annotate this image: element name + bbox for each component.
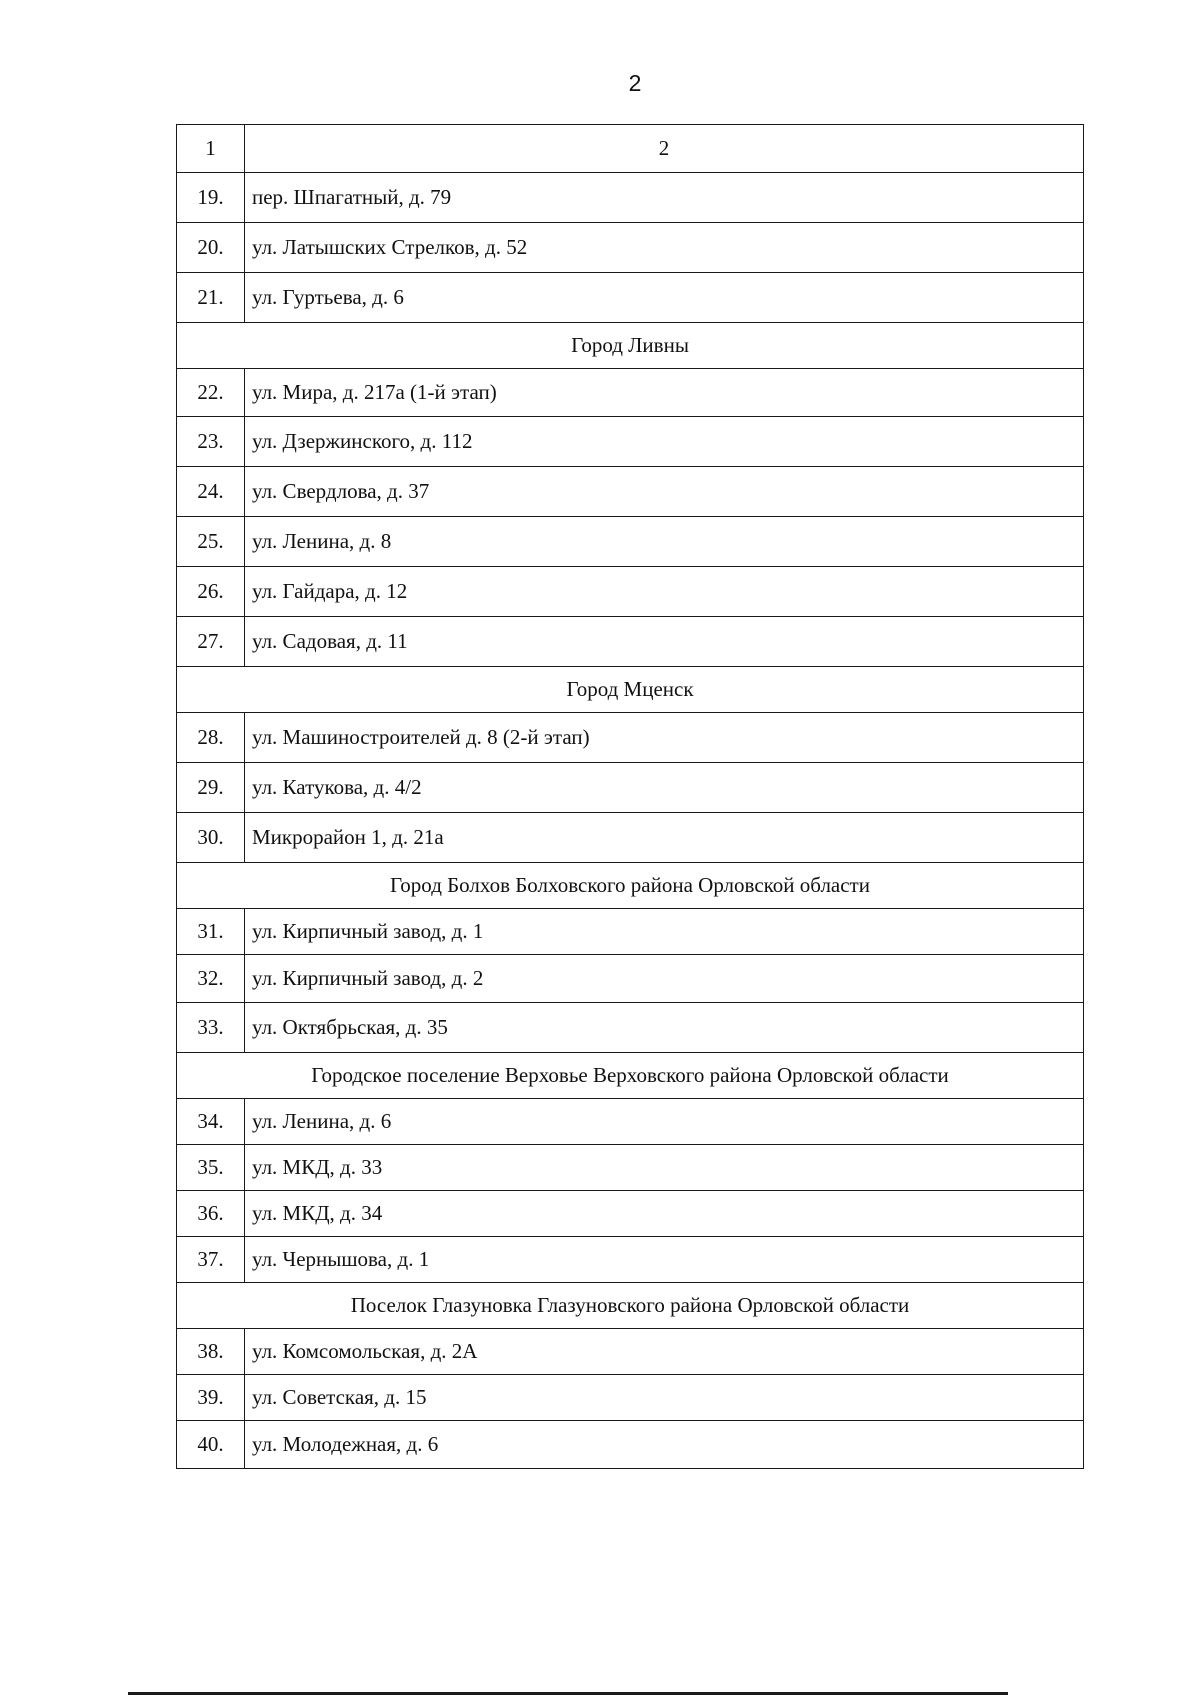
section-row — [177, 1283, 1084, 1329]
row-number: 37. — [177, 1237, 245, 1283]
row-address: ул. Катукова, д. 4/2 — [245, 763, 1084, 813]
row-number: 22. — [177, 369, 245, 417]
row-number: 29. — [177, 763, 245, 813]
row-address: ул. Советская, д. 15 — [245, 1375, 1084, 1421]
row-number: 20. — [177, 223, 245, 273]
row-number: 39. — [177, 1375, 245, 1421]
table-row — [177, 813, 1084, 863]
table-header-row — [177, 125, 1084, 173]
table-row — [177, 955, 1084, 1003]
row-address: ул. Ленина, д. 6 — [245, 1099, 1084, 1145]
row-address: ул. Кирпичный завод, д. 2 — [245, 955, 1084, 1003]
row-number: 21. — [177, 273, 245, 323]
table-row — [177, 1237, 1084, 1283]
row-address: ул. Комсомольская, д. 2А — [245, 1329, 1084, 1375]
section-title: Город Болхов Болховского района Орловской области — [177, 863, 1084, 909]
row-address: ул. Латышских Стрелков, д. 52 — [245, 223, 1084, 273]
table-row — [177, 173, 1084, 223]
row-address: ул. Ленина, д. 8 — [245, 517, 1084, 567]
row-address: ул. Машиностроителей д. 8 (2-й этап) — [245, 713, 1084, 763]
row-number: 32. — [177, 955, 245, 1003]
column-header-1: 1 — [177, 125, 245, 173]
section-row — [177, 323, 1084, 369]
table-row — [177, 1145, 1084, 1191]
row-address: ул. Свердлова, д. 37 — [245, 467, 1084, 517]
table-row — [177, 1329, 1084, 1375]
section-row — [177, 1053, 1084, 1099]
row-address: ул. Дзержинского, д. 112 — [245, 417, 1084, 467]
column-header-2: 2 — [245, 125, 1084, 173]
row-number: 26. — [177, 567, 245, 617]
row-address: пер. Шпагатный, д. 79 — [245, 173, 1084, 223]
row-number: 36. — [177, 1191, 245, 1237]
table-row — [177, 369, 1084, 417]
row-address: ул. Мира, д. 217а (1-й этап) — [245, 369, 1084, 417]
row-address: ул. МКД, д. 34 — [245, 1191, 1084, 1237]
section-title: Городское поселение Верховье Верховского района Орловской области — [177, 1053, 1084, 1099]
table-row — [177, 1099, 1084, 1145]
row-address: ул. Гуртьева, д. 6 — [245, 273, 1084, 323]
table-row — [177, 617, 1084, 667]
section-title: Город Ливны — [177, 323, 1084, 369]
section-row — [177, 667, 1084, 713]
section-row — [177, 863, 1084, 909]
table-row — [177, 467, 1084, 517]
row-number: 25. — [177, 517, 245, 567]
row-address: Микрорайон 1, д. 21а — [245, 813, 1084, 863]
address-table — [176, 124, 1084, 1469]
table-row — [177, 273, 1084, 323]
table-row — [177, 909, 1084, 955]
row-number: 38. — [177, 1329, 245, 1375]
row-address: ул. Кирпичный завод, д. 1 — [245, 909, 1084, 955]
row-number: 27. — [177, 617, 245, 667]
row-address: ул. Молодежная, д. 6 — [245, 1421, 1084, 1469]
row-number: 30. — [177, 813, 245, 863]
row-address: ул. Садовая, д. 11 — [245, 617, 1084, 667]
table-row — [177, 1003, 1084, 1053]
row-address: ул. Гайдара, д. 12 — [245, 567, 1084, 617]
row-number: 24. — [177, 467, 245, 517]
row-address: ул. МКД, д. 33 — [245, 1145, 1084, 1191]
table-row — [177, 1375, 1084, 1421]
row-number: 28. — [177, 713, 245, 763]
table-row — [177, 713, 1084, 763]
row-number: 40. — [177, 1421, 245, 1469]
table-row — [177, 1421, 1084, 1469]
row-number: 34. — [177, 1099, 245, 1145]
row-address: ул. Чернышова, д. 1 — [245, 1237, 1084, 1283]
row-number: 31. — [177, 909, 245, 955]
row-number: 35. — [177, 1145, 245, 1191]
row-number: 19. — [177, 173, 245, 223]
table-row — [177, 223, 1084, 273]
row-number: 23. — [177, 417, 245, 467]
row-number: 33. — [177, 1003, 245, 1053]
footer-rule — [128, 1692, 1008, 1695]
table-row — [177, 1191, 1084, 1237]
table-row — [177, 763, 1084, 813]
address-table-body — [177, 125, 1084, 1469]
page-number: 2 — [628, 70, 642, 96]
table-row — [177, 567, 1084, 617]
row-address: ул. Октябрьская, д. 35 — [245, 1003, 1084, 1053]
table-row — [177, 417, 1084, 467]
table-row — [177, 517, 1084, 567]
section-title: Город Мценск — [177, 667, 1084, 713]
section-title: Поселок Глазуновка Глазуновского района Орловской области — [177, 1283, 1084, 1329]
